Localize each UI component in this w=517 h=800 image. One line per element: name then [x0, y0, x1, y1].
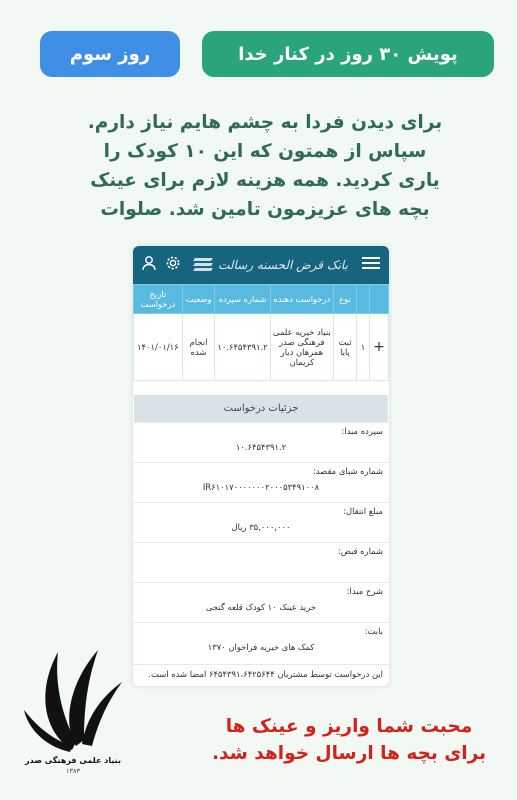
foundation-name: بنیاد علمی فرهنگی صدر: [25, 756, 121, 765]
bank-mark-icon: [194, 258, 212, 272]
foundation-logo: [14, 632, 134, 772]
bank-app-screenshot: [133, 246, 389, 686]
detail-label: شماره شبای مقصد:: [312, 466, 383, 476]
column-header: درخواست دهنده: [270, 285, 333, 314]
detail-amount: [133, 502, 389, 542]
detail-value: کمک های خیریه فراخوان ۱۳۷۰: [207, 642, 315, 652]
detail-label: سپرده مبدا:: [341, 426, 383, 436]
row-date: ۱۴۰۱/۰۱/۱۶: [134, 314, 183, 381]
requests-table: [133, 284, 389, 381]
intro-line: بچه های عزیزمون تامین شد. صلوات: [100, 199, 430, 220]
detail-value: IR۶۱۰۱۷۰۰۰۰۰۰۰۲۰۰۰۵۳۴۹۱۰۰۸: [202, 482, 320, 492]
app-header: [133, 246, 389, 284]
bank-name: بانک قرض الحسنه رسالت: [218, 258, 348, 272]
detail-value: ۳۵,۰۰۰,۰۰۰ ریال: [231, 522, 291, 532]
row-deposit: ۱۰.۶۴۵۴۳۹۱.۲: [215, 314, 270, 381]
table-row[interactable]: [134, 314, 389, 381]
row-index: ۱: [357, 314, 370, 381]
foundation-year: ۱۳۸۳: [66, 767, 80, 775]
footer-line: برای بچه ها ارسال خواهد شد.: [211, 743, 487, 764]
day-badge: روز سوم: [40, 31, 180, 77]
user-icon[interactable]: [141, 255, 157, 275]
detail-source: [133, 422, 389, 462]
gear-icon[interactable]: [165, 255, 181, 275]
footer-text: [205, 713, 493, 767]
intro-line: سپاس از همتون که این ۱۰ کودک را: [103, 141, 427, 162]
detail-value: ۱۰.۶۴۵۴۳۹۱.۲: [235, 442, 287, 452]
column-header: تاریخ درخواست: [134, 285, 183, 314]
column-header: نوع: [334, 285, 357, 314]
footer-line: محبت شما واریز و عینک ها: [225, 716, 473, 737]
intro-line: برای دیدن فردا به چشم هایم نیاز دارم.: [87, 112, 443, 133]
detail-label: شرح مبدا:: [346, 586, 383, 596]
details-title: جزئیات درخواست: [134, 395, 388, 422]
row-status: انجام شده: [182, 314, 215, 381]
column-header: شماره سپرده: [215, 285, 270, 314]
menu-icon[interactable]: [361, 255, 381, 275]
detail-label: مبلغ انتقال:: [343, 506, 383, 516]
detail-note: این درخواست توسط مشتریان ۶۴۵۴۳۹۱،۶۴۲۵۶۴۴ امضا شده است.: [133, 664, 389, 682]
campaign-badge: پویش ۳۰ روز در کنار خدا: [202, 31, 494, 77]
detail-label: بابت:: [364, 626, 383, 636]
detail-description: [133, 582, 389, 622]
detail-sheba: [133, 462, 389, 502]
detail-receipt: [133, 542, 389, 582]
column-header: وضعیت: [182, 285, 215, 314]
expand-button[interactable]: +: [370, 314, 389, 381]
detail-label: شماره قبض:: [337, 546, 383, 556]
row-type: ثبت پایا: [334, 314, 357, 381]
intro-text: [60, 108, 470, 224]
request-details: [133, 395, 389, 682]
detail-reason: [133, 622, 389, 664]
row-requester: بنیاد خیریه علمی فرهنگی صدر همرهان دیار کریمان: [270, 314, 333, 381]
intro-line: یاری کردید. همه هزینه لازم برای عینک: [90, 170, 440, 191]
index-column-header: [357, 285, 370, 314]
expand-column-header: [370, 285, 389, 314]
detail-value: خرید عینک ۱۰ کودک قلعه گنجی: [205, 602, 317, 612]
bank-logo: [194, 258, 348, 272]
